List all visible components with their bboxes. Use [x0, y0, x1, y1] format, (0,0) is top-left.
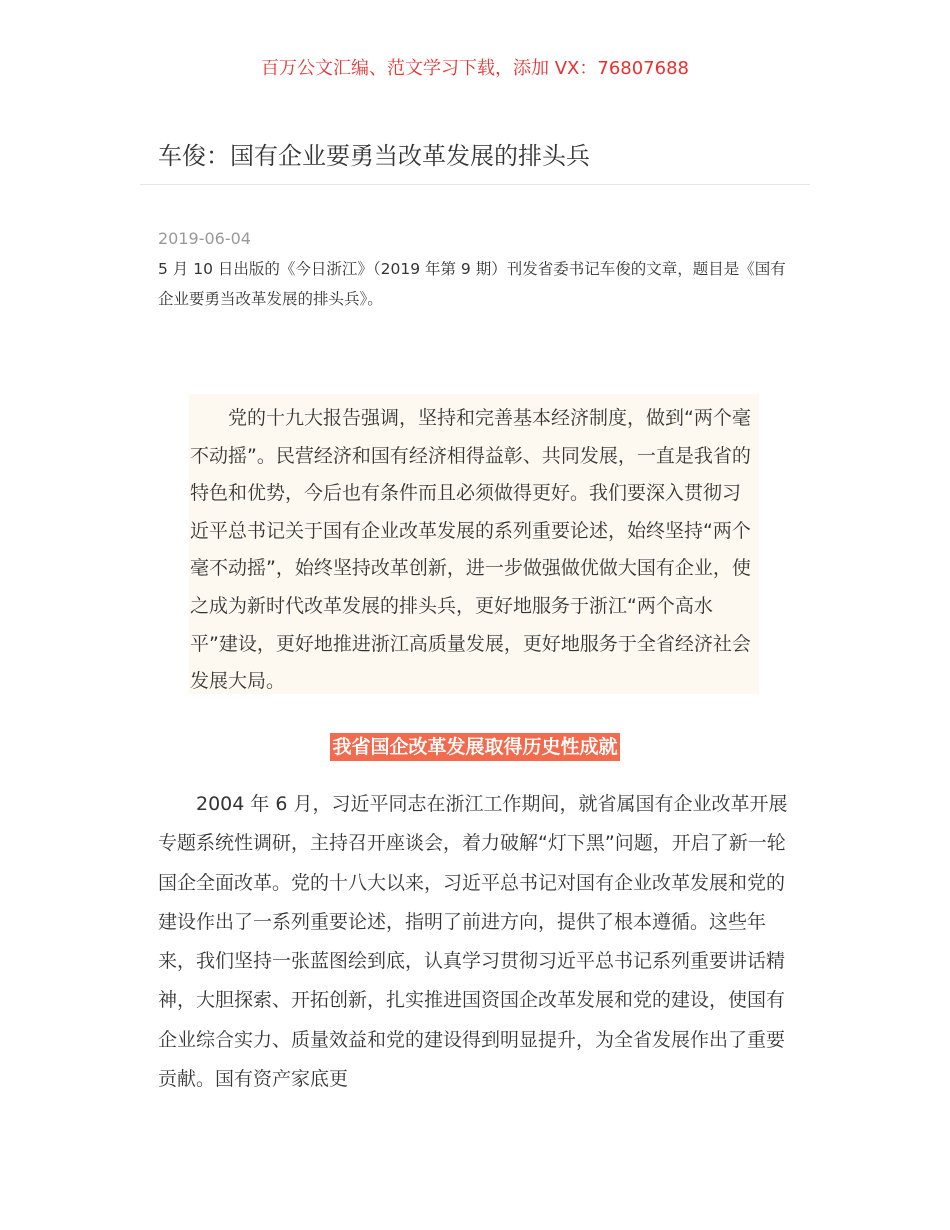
section-heading	[0, 731, 950, 761]
quote-text: 党的十九大报告强调，坚持和完善基本经济制度，做到“两个毫不动摇”。民营经济和国有经济相得益彰、共同发展，一直是我省的特色和优势，今后也有条件而且必须做得更好。我们要深入贯彻习近平总书记关于国有企业改革发展的系列重要论述，始终坚持“两个毫不动摇”，始终坚持改革创新，进一步做强做优做大国有企业，使之成为新时代改革发展的排头兵，更好地服务于浙江“两个高水平”建设，更好地推进浙江高质量发展，更好地服务于全省经济社会发展大局。	[190, 407, 751, 693]
article-intro: 5 月 10 日出版的《今日浙江》（2019 年第 9 期）刊发省委书记车俊的文章，题目是《国有企业要勇当改革发展的排头兵》。	[158, 260, 786, 308]
publish-date: 2019-06-04	[158, 229, 251, 248]
article-title: 车俊：国有企业要勇当改革发展的排头兵	[158, 142, 590, 170]
body-paragraph: 2004 年 6 月，习近平同志在浙江工作期间，就省属国有企业改革开展专题系统性调研，主持召开座谈会，着力破解“灯下黑”问题，开启了新一轮国企全面改革。党的十八大以来，习近平总书记对国有企业改革发展和党的建设作出了一系列重要论述，指明了前进方向，提供了根本遵循。这些年来，我们坚持一张蓝图绘到底，认真学习贯彻习近平总书记系列重要讲话精神，大胆探索、开拓创新，扎实推进国资国企改革发展和党的建设，使国有企业综合实力、质量效益和党的建设得到明显提升，为全省发展作出了重要贡献。国有资产家底更	[158, 793, 788, 1091]
title-divider	[140, 184, 810, 185]
section-heading-label: 我省国企改革发展取得历史性成就	[330, 733, 619, 761]
highlight-quote-box	[189, 394, 759, 694]
promo-banner: 百万公文汇编、范文学习下载，添加 VX：76807688	[261, 58, 689, 79]
